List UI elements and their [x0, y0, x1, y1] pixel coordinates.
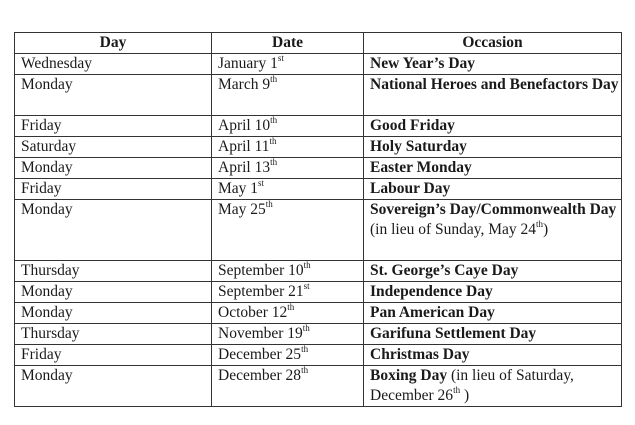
- cell-date: [212, 366, 364, 407]
- occasion-name: Christmas Day: [370, 346, 470, 363]
- cell-date: [212, 200, 364, 261]
- table-row: [15, 345, 622, 366]
- date-suffix: st: [258, 178, 265, 188]
- cell-date: [212, 54, 364, 75]
- occasion-name: St. George’s Caye Day: [370, 262, 519, 279]
- cell-day: Thursday: [15, 261, 212, 282]
- date-text: December 28: [218, 367, 302, 384]
- cell-day: Wednesday: [15, 54, 212, 75]
- note-suffix: th: [453, 385, 461, 395]
- table-body: [15, 54, 622, 407]
- header-occasion: Occasion: [364, 33, 622, 54]
- note-suffix: th: [536, 219, 544, 229]
- date-text: April 13: [218, 159, 271, 176]
- cell-occasion: [364, 324, 622, 345]
- date-text: March 9: [218, 76, 271, 93]
- occasion-name: Easter Monday: [370, 159, 472, 176]
- holidays-table: [14, 32, 622, 407]
- table-row: [15, 179, 622, 200]
- occasion-note: (in lieu of Saturday, December 26: [370, 367, 574, 404]
- cell-occasion: [364, 282, 622, 303]
- date-text: April 10: [218, 117, 271, 134]
- cell-date: [212, 324, 364, 345]
- table-row: [15, 261, 622, 282]
- occasion-name: Labour Day: [370, 180, 451, 197]
- date-suffix: th: [301, 365, 309, 375]
- date-suffix: th: [301, 344, 309, 354]
- cell-occasion: [364, 261, 622, 282]
- date-text: September 10: [218, 262, 304, 279]
- occasion-note: (in lieu of Sunday, May 24: [370, 221, 537, 238]
- cell-date: [212, 137, 364, 158]
- date-suffix: st: [277, 53, 284, 63]
- cell-date: [212, 345, 364, 366]
- date-suffix: th: [270, 157, 278, 167]
- cell-occasion: [364, 345, 622, 366]
- table-row: [15, 137, 622, 158]
- cell-day: Friday: [15, 116, 212, 137]
- table-row: [15, 282, 622, 303]
- date-text: May 25: [218, 201, 266, 218]
- cell-day: Monday: [15, 303, 212, 324]
- cell-day: Monday: [15, 75, 212, 116]
- date-text: April 11: [218, 138, 270, 155]
- cell-date: [212, 179, 364, 200]
- note-end: ): [543, 221, 549, 238]
- date-suffix: th: [303, 260, 311, 270]
- cell-day: Monday: [15, 200, 212, 261]
- header-row: [15, 33, 622, 54]
- cell-occasion: [364, 158, 622, 179]
- cell-occasion: [364, 54, 622, 75]
- date-text: January 1: [218, 55, 278, 72]
- table-row: [15, 366, 622, 407]
- date-suffix: st: [303, 281, 310, 291]
- cell-date: [212, 261, 364, 282]
- date-suffix: th: [270, 115, 278, 125]
- cell-occasion: [364, 116, 622, 137]
- date-text: May 1: [218, 180, 259, 197]
- date-text: October 12: [218, 304, 288, 321]
- header-day: Day: [15, 33, 212, 54]
- table-row: [15, 54, 622, 75]
- occasion-name: Good Friday: [370, 117, 455, 134]
- cell-occasion: [364, 179, 622, 200]
- occasion-name: Garifuna Settlement Day: [370, 325, 537, 342]
- date-suffix: th: [302, 323, 310, 333]
- cell-day: Friday: [15, 179, 212, 200]
- occasion-name: Pan American Day: [370, 304, 495, 321]
- table-row: [15, 303, 622, 324]
- cell-day: Monday: [15, 366, 212, 407]
- occasion-name: National Heroes and Benefactors Day: [370, 76, 619, 93]
- cell-day: Friday: [15, 345, 212, 366]
- cell-occasion: [364, 75, 622, 116]
- cell-date: [212, 75, 364, 116]
- cell-date: [212, 158, 364, 179]
- note-end: ): [460, 387, 470, 404]
- date-suffix: th: [287, 302, 295, 312]
- cell-day: Monday: [15, 158, 212, 179]
- occasion-name: Independence Day: [370, 283, 493, 300]
- date-text: December 25: [218, 346, 302, 363]
- header-date: Date: [212, 33, 364, 54]
- occasion-name: Sovereign’s Day/Commonwealth Day: [370, 201, 617, 218]
- occasion-name: New Year’s Day: [370, 55, 476, 72]
- cell-date: [212, 116, 364, 137]
- cell-occasion: [364, 366, 622, 407]
- date-suffix: th: [269, 136, 277, 146]
- cell-occasion: [364, 137, 622, 158]
- date-suffix: th: [270, 74, 278, 84]
- occasion-name: Boxing Day: [370, 367, 448, 384]
- cell-day: Thursday: [15, 324, 212, 345]
- table-row: [15, 75, 622, 116]
- table-row: [15, 116, 622, 137]
- table-row: [15, 200, 622, 261]
- table-row: [15, 324, 622, 345]
- date-text: November 19: [218, 325, 303, 342]
- date-suffix: th: [265, 199, 273, 209]
- cell-date: [212, 282, 364, 303]
- cell-date: [212, 303, 364, 324]
- cell-occasion: [364, 303, 622, 324]
- cell-day: Monday: [15, 282, 212, 303]
- cell-day: Saturday: [15, 137, 212, 158]
- occasion-name: Holy Saturday: [370, 138, 467, 155]
- date-text: September 21: [218, 283, 304, 300]
- table-row: [15, 158, 622, 179]
- cell-occasion: [364, 200, 622, 261]
